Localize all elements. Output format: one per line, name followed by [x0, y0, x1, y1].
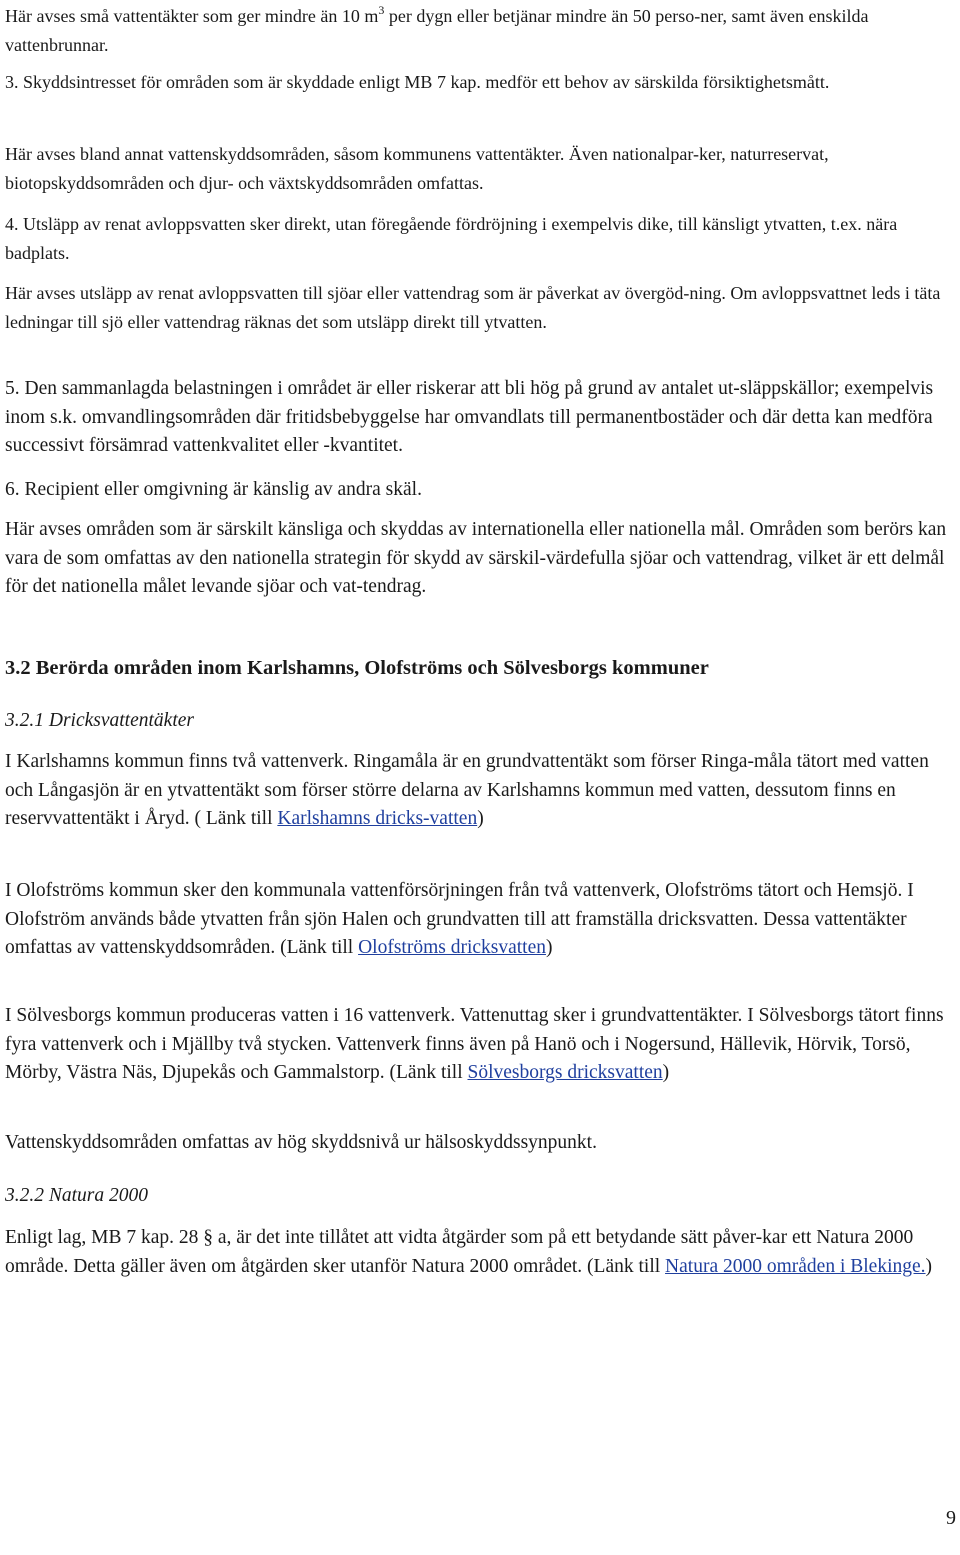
- paragraph-karlshamn: I Karlshamns kommun finns två vattenverk. Ringamåla är en grundvattentäkt som förser Ringa-måla tätort med vatten och Långasjön är en ytvattentäkt som förser större delarna av Karlshamns kommun med vatten, dessutom finns en reservvattentäkt i Åryd. ( Länk till Karlshamns dricks-vatten): [5, 751, 929, 829]
- olofstrom-water-link[interactable]: Olofströms dricksvatten: [358, 937, 547, 958]
- paragraph-solvesborg: I Sölvesborgs kommun produceras vatten i 16 vattenverk. Vattenuttag sker i grundvattentäkter. I Sölvesborgs tätort finns fyra vattenverk och i Mjällby två stycken. Vattenverk finns även på Hanö och i Nogersund, Hällevik, Hörvik, Torsö, Mörby, Västra Näs, Djupekås och Gammalstorp. (Länk till Sölvesborgs dricksvatten): [5, 1005, 944, 1083]
- paragraph-direct-discharge: 4. Utsläpp av renat avloppsvatten sker direkt, utan föregående fördröjning i exempelvis dike, till känsligt ytvatten, t.ex. nära badplats.: [5, 214, 898, 263]
- subsection-heading-3-2-2: 3.2.2 Natura 2000: [5, 1185, 149, 1206]
- paragraph-olofstrom: I Olofströms kommun sker den kommunala vattenförsörjningen från två vattenverk, Olofströms tätort och Hemsjö. I Olofström används både ytvatten från sjön Halen och grundvatten till att framställa dricksvatten. Dessa vattentäkter omfattas av vattenskyddsområden. (Länk till Olofströms dricksvatten): [5, 880, 914, 958]
- paragraph-protection-level: Vattenskyddsområden omfattas av hög skyddsnivå ur hälsoskyddssynpunkt.: [5, 1132, 597, 1153]
- paragraph-natura-2000: Enligt lag, MB 7 kap. 28 § a, är det inte tillåtet att vidta åtgärder som på ett betydande sätt påver-kar ett Natura 2000 område. Detta gäller även om åtgärden sker utanför Natura 2000 området. (Länk till Natura 2000 områden i Blekinge.): [5, 1227, 933, 1277]
- karlshamn-water-link[interactable]: Karlshamns dricks-vatten: [277, 808, 478, 829]
- paragraph-sensitive-recipient: 6. Recipient eller omgivning är känslig av andra skäl.: [5, 479, 422, 500]
- page-number: 9: [946, 1507, 956, 1529]
- superscript: 3: [378, 3, 385, 17]
- section-heading-3-2: 3.2 Berörda områden inom Karlshamns, Olofströms och Sölvesborgs kommuner: [5, 657, 709, 679]
- paragraph-sensitive-areas: Här avses områden som är särskilt känsliga och skyddas av internationella eller nationella mål. Områden som berörs kan vara de som omfattas av den nationella strategin för skydd av särskil-värdefulla sjöar och vattendrag, vilket är ett delmål för det nationella målet levande sjöar och vat-tendrag.: [5, 519, 947, 597]
- solvesborg-water-link[interactable]: Sölvesborgs dricksvatten: [467, 1062, 663, 1083]
- paragraph-eutrophication: Här avses utsläpp av renat avloppsvatten till sjöar eller vattendrag som är påverkat av övergöd-ning. Om avloppsvattnet leds i täta ledningar till sjö eller vattendrag räknas det som utsläpp direkt till ytvatten.: [5, 283, 941, 332]
- paragraph-protection-interest: 3. Skyddsintresset för områden som är skyddade enligt MB 7 kap. medför ett behov av särskilda försiktighetsmått.: [5, 72, 830, 92]
- paragraph-protected-areas: Här avses bland annat vattenskyddsområden, såsom kommunens vattentäkter. Även nationalpar-ker, naturreservat, biotopskyddsområden och djur- och växtskyddsområden omfattas.: [5, 144, 829, 193]
- paragraph-small-water-sources: Här avses små vattentäkter som ger mindre än 10 $m^3$ per dygn eller betjänar mindre än 50 perso-ner, samt även enskilda vattenbrunnar.: [5, 3, 869, 55]
- natura-2000-link[interactable]: Natura 2000 områden i Blekinge.: [665, 1255, 926, 1277]
- subsection-heading-3-2-1: 3.2.1 Dricksvattentäkter: [5, 710, 194, 731]
- paragraph-total-load: 5. Den sammanlagda belastningen i området är eller riskerar att bli hög på grund av antalet ut-släppskällor; exempelvis inom s.k. omvandlingsområden där fritidsbebyggelse har omvandlats till permanentbostäder och där detta kan medföra successivt försämrad vattenkvalitet eller -kvantitet.: [5, 378, 934, 456]
